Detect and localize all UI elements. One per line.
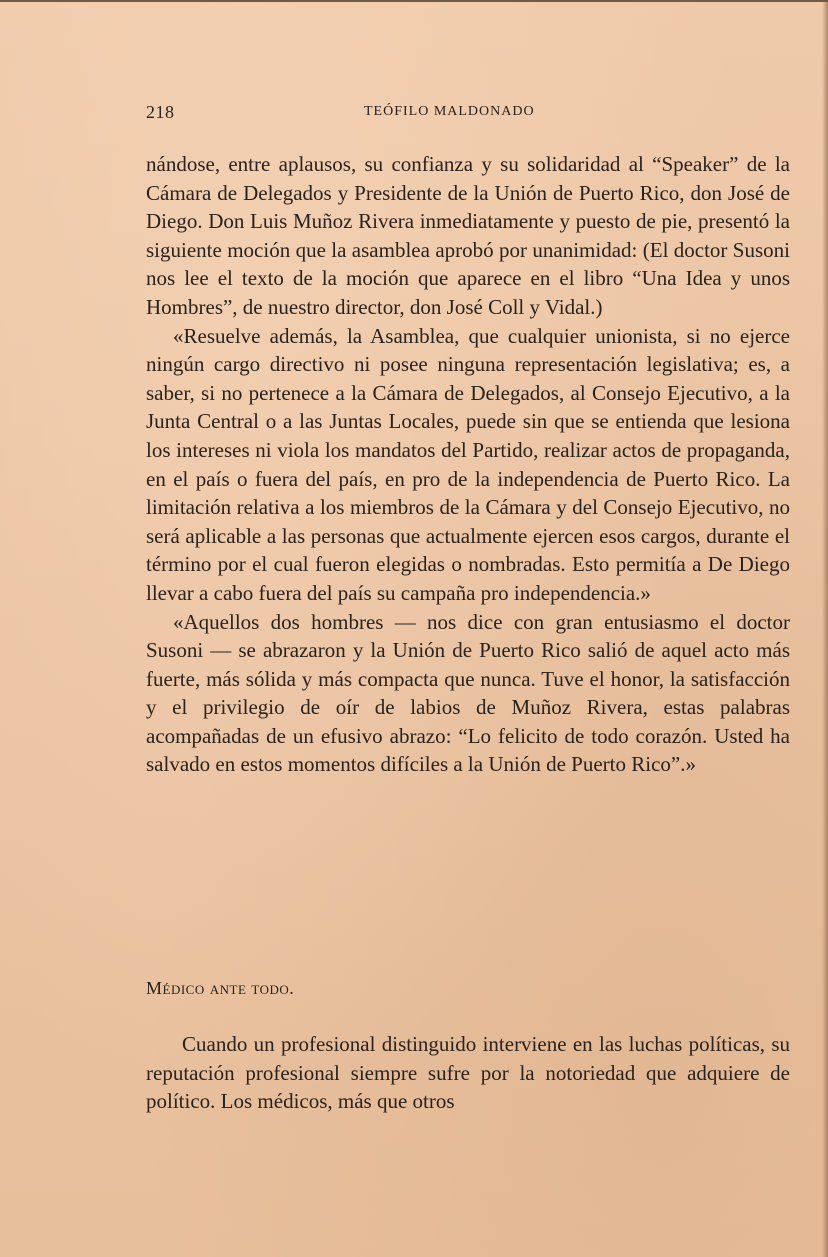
section-heading-text: Médico ante todo. xyxy=(146,978,295,998)
page-header xyxy=(146,102,790,128)
page-right-edge-shadow xyxy=(822,0,828,1257)
page-top-edge xyxy=(0,0,828,2)
paragraph-resolution-quote: «Resuelve además, la Asamblea, que cualquier unionista, si no ejerce ningún cargo directivo ni posee ninguna representación legislativa; es, a saber, si no pertenece a la Cámara de Delegados, al Consejo Ejecutivo, a la Junta Central o a las Juntas Locales, puede sin que se entienda que lesiona los intereses ni viola los mandatos del Partido, realizar actos de propaganda, en el país o fuera del país, en pro de la independencia de Puerto Rico. La limitación relativa a los miembros de la Cámara y del Consejo Ejecutivo, no será aplicable a las personas que actualmente ejercen esos cargos, durante el término por el cual fueron elegidas o nombradas. Esto permitía a De Diego llevar a cabo fuera del país su campaña pro independencia.» xyxy=(146,323,790,605)
page-number: 218 xyxy=(146,102,175,122)
section-heading xyxy=(146,978,294,999)
body-text xyxy=(146,150,790,779)
running-head: TEÓFILO MALDONADO xyxy=(364,104,535,119)
section-paragraph: Cuando un profesional distinguido interviene en las luchas políticas, su reputación profesional siempre sufre por la notoriedad que adquiere de político. Los médicos, más que otros xyxy=(146,1032,790,1114)
section-text xyxy=(146,1030,790,1116)
paragraph-susoni-quote: «Aquellos dos hombres — nos dice con gran entusiasmo el doctor Susoni — se abrazaron y la Unión de Puerto Rico salió de aquel acto más fuerte, más sólida y más compacta que nunca. Tuve el honor, la satisfacción y el privilegio de oír de labios de Muñoz Rivera, estas palabras acompañadas de un efusivo abrazo: “Lo felicito de todo corazón. Usted ha salvado en estos momentos difíciles a la Unión de Puerto Rico”.» xyxy=(146,609,790,777)
paragraph-continuation: nándose, entre aplausos, su confianza y su solidaridad al “Speaker” de la Cámara de Delegados y Presidente de la Unión de Puerto Rico, don José de Diego. Don Luis Muñoz Rivera inmediatamente y puesto de pie, presentó la siguiente moción que la asamblea aprobó por unanimidad: (El doctor Susoni nos lee el texto de la moción que aparece en el libro “Una Idea y unos Hombres”, de nuestro director, don José Coll y Vidal.) xyxy=(146,152,790,319)
